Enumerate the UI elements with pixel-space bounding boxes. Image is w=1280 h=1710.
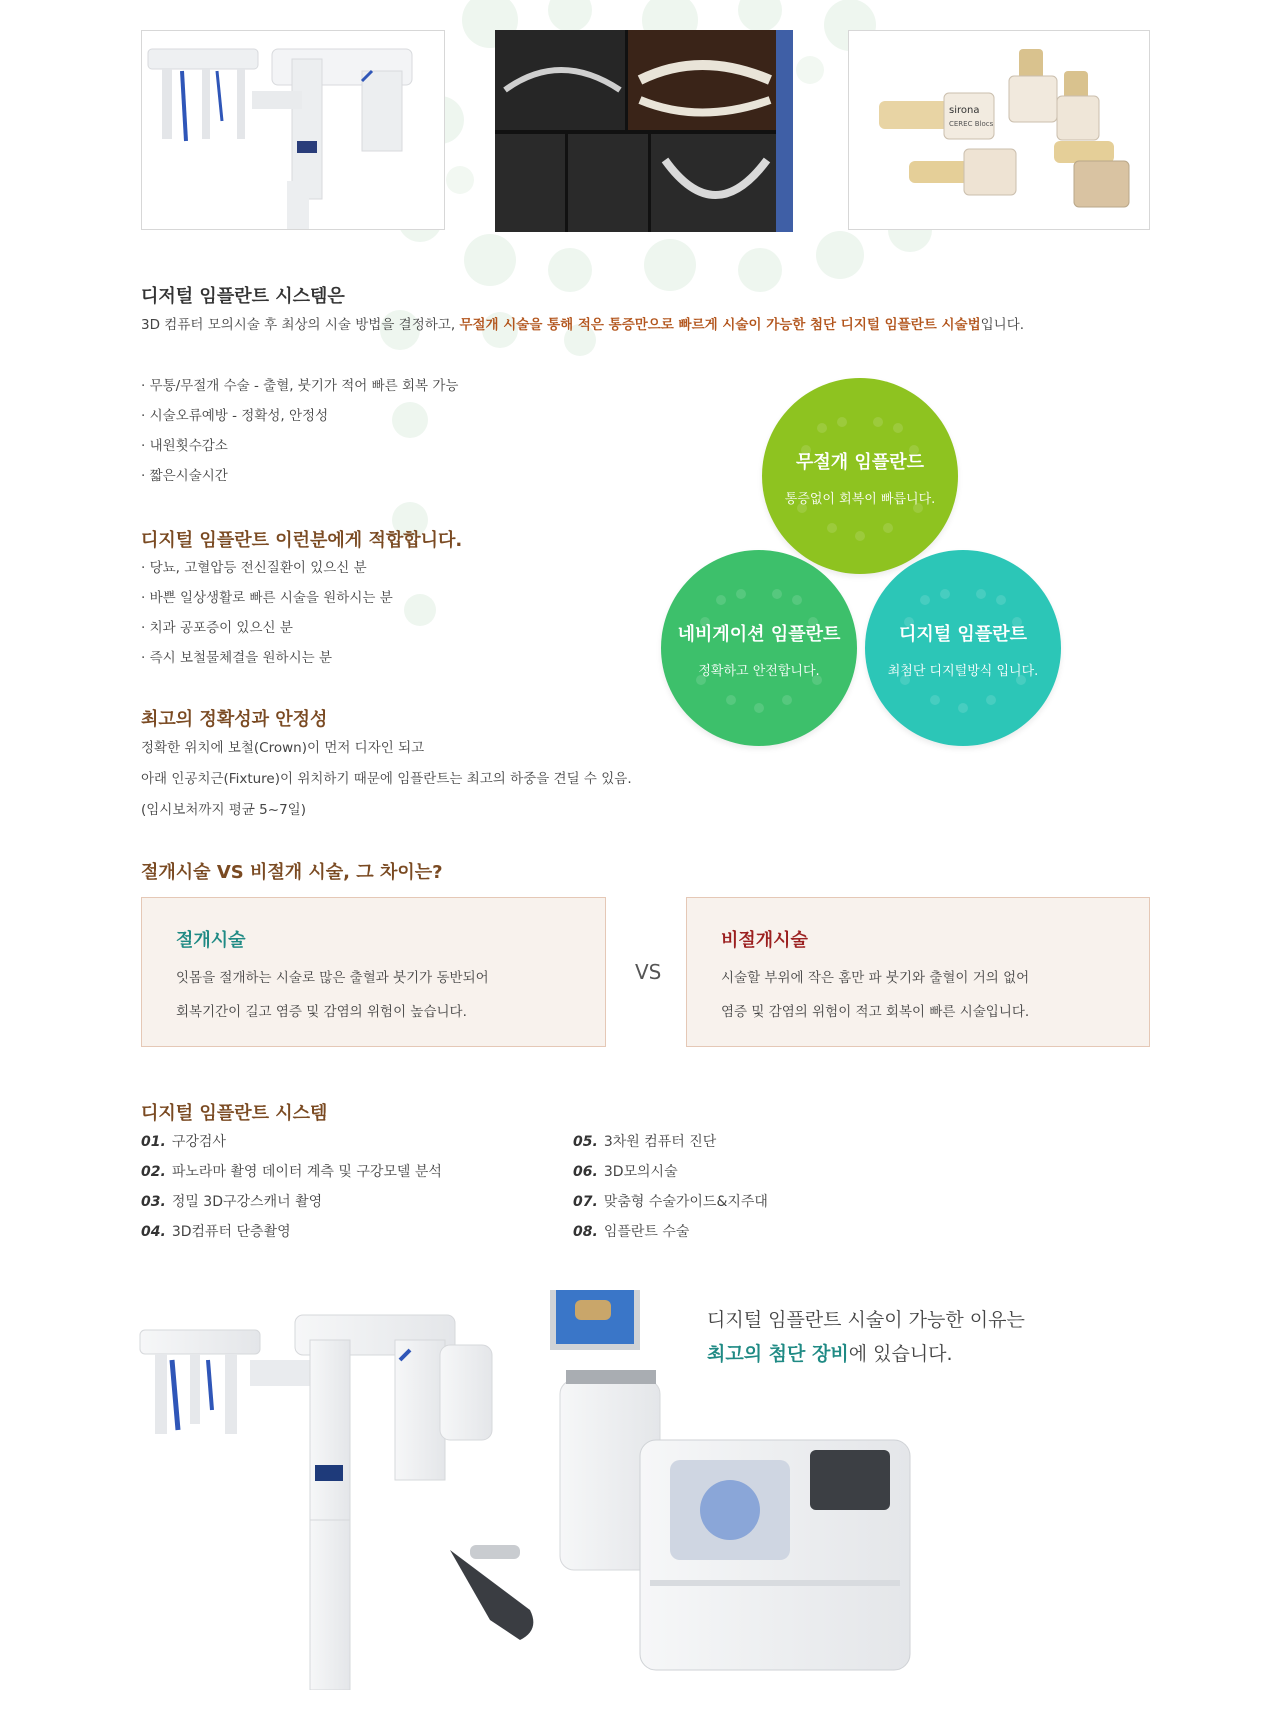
cerec-model-text: CEREC Blocs	[949, 120, 994, 128]
cerec-blocks-image	[848, 30, 1150, 230]
step-number: 05.	[573, 1134, 598, 1150]
circle-navigation-implant	[661, 550, 857, 746]
step-label: 3차원 컴퓨터 진단	[603, 1134, 717, 1150]
list-item	[573, 1127, 716, 1157]
intro-text-after: 입니다.	[980, 317, 1025, 333]
step-label: 구강검사	[171, 1134, 226, 1150]
list-item: · 내원횟수감소	[141, 438, 228, 454]
suitable-bullet-list	[141, 553, 393, 673]
vs-label: VS	[635, 960, 662, 984]
step-number: 03.	[141, 1194, 166, 1210]
list-item: · 치과 공포증이 있으신 분	[141, 620, 293, 636]
step-label: 3D모의시술	[603, 1164, 678, 1180]
list-item: · 당뇨, 고혈압등 전신질환이 있으신 분	[141, 560, 367, 576]
list-item: · 짧은시술시간	[141, 468, 228, 484]
step-number: 04.	[141, 1224, 166, 1240]
incision-procedure-title: 절개시술	[176, 930, 246, 951]
step-number: 06.	[573, 1164, 598, 1180]
system-title: 디지털 임플란트 시스템	[141, 1103, 328, 1124]
xray-machine-image	[141, 30, 445, 230]
non-incision-procedure-box	[686, 897, 1150, 1047]
accuracy-title: 최고의 정확성과 안정성	[141, 709, 328, 730]
suitable-title: 디지털 임플란트 이런분에게 적합합니다.	[141, 530, 463, 551]
list-item	[573, 1157, 678, 1187]
step-number: 07.	[573, 1194, 598, 1210]
intro-bullet-list	[141, 371, 458, 491]
step-label: 맞춤형 수술가이드&지주대	[603, 1194, 768, 1210]
accuracy-line: 정확한 위치에 보철(Crown)이 먼저 디자인 되고	[141, 740, 425, 756]
circle-title: 무절개 임플란드	[796, 452, 924, 473]
circle-title: 디지털 임플란트	[899, 624, 1027, 645]
list-item	[573, 1217, 689, 1247]
circle-digital-implant	[865, 550, 1061, 746]
accuracy-line: (임시보처까지 평균 5~7일)	[141, 802, 306, 818]
accuracy-line: 아래 인공치근(Fixture)이 위치하기 때문에 임플란트는 최고의 하중을 견딜 수 있음.	[141, 771, 632, 787]
circle-subtitle: 통증없이 회복이 빠릅니다.	[784, 492, 936, 507]
circle-title: 네비게이션 임플란트	[677, 624, 841, 645]
list-item: · 시술오류예방 - 정확성, 안정성	[141, 408, 329, 424]
equipment-line2-after: 에 있습니다.	[848, 1343, 953, 1365]
incision-procedure-box	[141, 897, 606, 1047]
equipment-highlight: 최고의 첨단 장비	[707, 1343, 849, 1365]
equipment-text	[707, 1303, 1025, 1371]
compare-title: 절개시술 VS 비절개 시술, 그 차이는?	[141, 862, 443, 883]
step-label: 파노라마 촬영 데이터 계측 및 구강모델 분석	[171, 1164, 442, 1180]
equipment-line1: 디지털 임플란트 시술이 가능한 이유는	[707, 1309, 1025, 1331]
list-item	[141, 1217, 291, 1247]
list-item: · 바쁜 일상생활로 빠른 시술을 원하시는 분	[141, 590, 393, 606]
incision-procedure-line: 회복기간이 길고 염증 및 감염의 위험이 높습니다.	[176, 1004, 467, 1020]
circle-incisionless-implant	[762, 378, 958, 574]
step-number: 02.	[141, 1164, 166, 1180]
intro-title: 디저털 임플란트 시스템은	[141, 286, 345, 307]
intro-text-before: 3D 컴퓨터 모의시술 후 최상의 시술 방법을 결정하고,	[141, 317, 460, 333]
step-number: 08.	[573, 1224, 598, 1240]
non-incision-procedure-line: 시술할 부위에 작은 홈만 파 붓기와 출혈이 거의 없어	[721, 970, 1030, 986]
list-item: · 즉시 보철물체결을 원하시는 분	[141, 650, 332, 666]
circle-subtitle: 최첨단 디지털방식 입니다.	[887, 664, 1039, 679]
step-number: 01.	[141, 1134, 166, 1150]
step-label: 정밀 3D구강스캐너 촬영	[171, 1194, 323, 1210]
accuracy-text	[141, 733, 632, 826]
list-item	[141, 1157, 442, 1187]
list-item: · 무통/무절개 수술 - 출혈, 붓기가 적어 빠른 회복 가능	[141, 378, 459, 394]
list-item	[573, 1187, 768, 1217]
list-item	[141, 1127, 226, 1157]
cerec-brand-text: sirona	[949, 105, 980, 116]
incision-procedure-line: 잇몸을 절개하는 시술로 많은 출혈과 붓기가 동반되어	[176, 970, 489, 986]
intro-section	[141, 282, 345, 308]
step-label: 임플란트 수술	[603, 1224, 690, 1240]
equipment-line2	[707, 1337, 1025, 1371]
ct-scan-image	[495, 30, 793, 232]
non-incision-procedure-line: 염증 및 감염의 위험이 적고 회복이 빠른 시술입니다.	[721, 1004, 1030, 1020]
intro-text-highlight: 무절개 시술을 통해 적은 통증만으로 빠르게 시술이 가능한 첨단 디지털 임플란트 시술법	[459, 317, 981, 333]
intro-text	[141, 310, 1141, 341]
circle-subtitle: 정확하고 안전합니다.	[698, 664, 820, 679]
step-label: 3D컴퓨터 단층촬영	[171, 1224, 291, 1240]
list-item	[141, 1187, 322, 1217]
non-incision-procedure-title: 비절개시술	[721, 930, 808, 951]
